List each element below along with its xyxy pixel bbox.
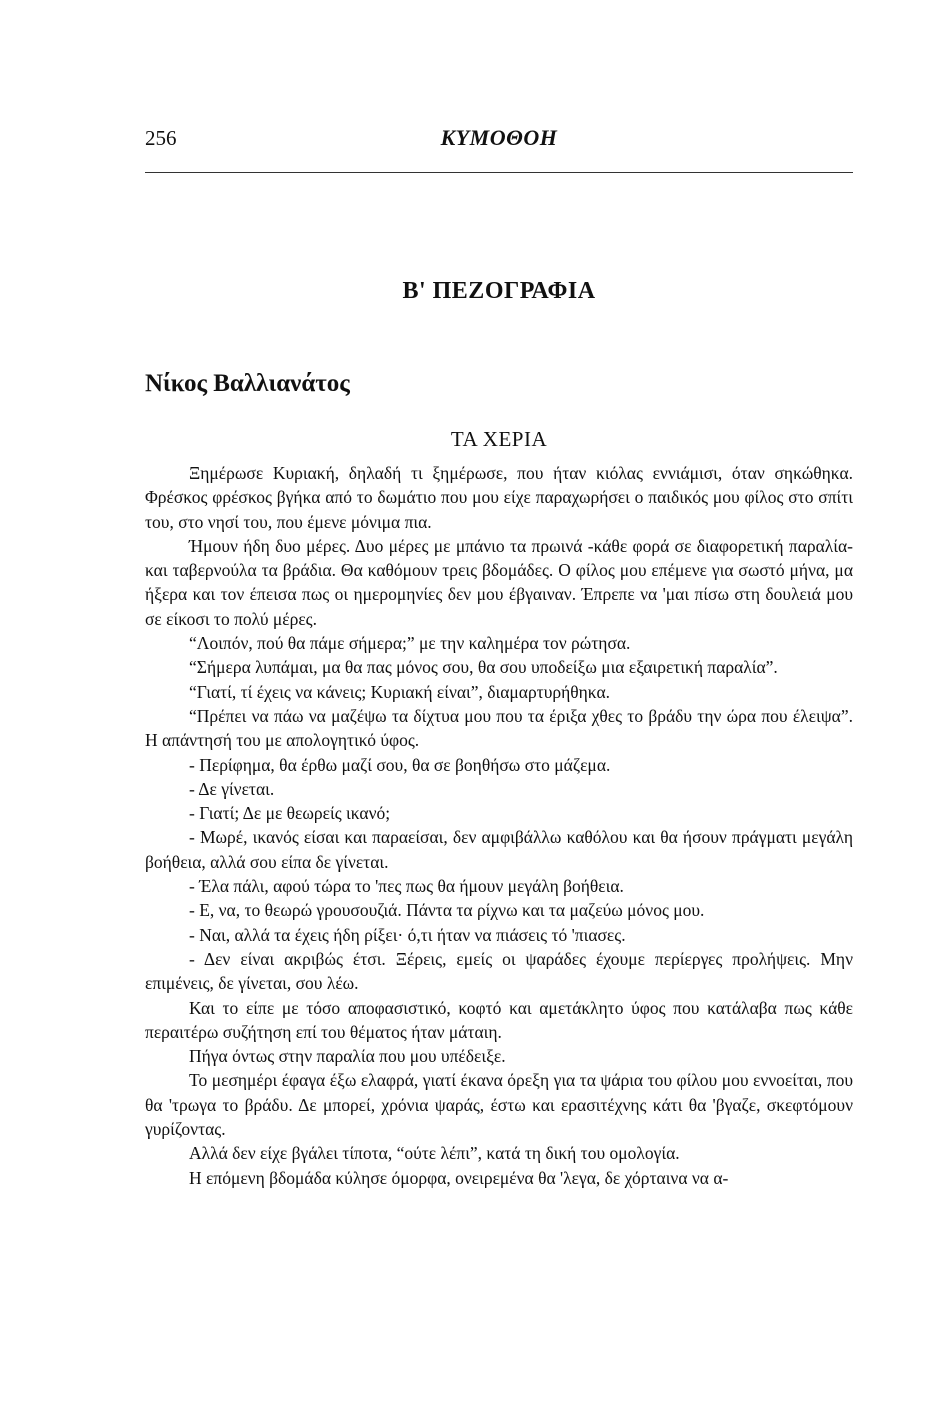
page-number: 256 [145,126,177,150]
paragraph: “Λοιπόν, πού θα πάμε σήμερα;” με την καλημέρα τον ρώτησα. [189,633,631,654]
story-title: ΤΑ ΧΕΡΙΑ [450,427,548,451]
paragraph: “Σήμερα λυπάμαι, μα θα πας μόνος σου, θα σου υποδείξω μια εξαιρετική παραλία”. [189,657,778,678]
paragraph: “Πρέπει να πάω να μαζέψω τα δίχτυα μου που τα έριξα χθες το βράδυ την ώρα που έλειψα”. Η απάντησή του με απολογητικό ύφος. [145,705,853,751]
paragraph: - Ε, να, το θεωρώ γρουσουζιά. Πάντα τα ρίχνω και τα μαζεύω μόνος μου. [189,900,705,921]
paragraph: - Μωρέ, ικανός είσαι και παραείσαι, δεν αμφιβάλλω καθόλου και θα ήσουν πράγματι μεγάλη βοήθεια, αλλά σου είπα δε γίνεται. [145,827,853,872]
paragraph: Ξημέρωσε Κυριακή, δηλαδή τι ξημέρωσε, που ήταν κιόλας εννιάμισι, όταν σηκώθηκα. Φρέσκος φρέσκος βγήκα από το δωμάτιο που μου είχε παραχωρήσει ο παιδικός μου φίλος στο σπίτι του, στο νησί του, που έμενε μόνιμα πια. [145,463,853,532]
paragraph: “Γιατί, τί έχεις να κάνεις; Κυριακή είναι”, διαμαρτυρήθηκα. [189,681,611,702]
paragraph: - Δεν είναι ακριβώς έτσι. Ξέρεις, εμείς οι ψαράδες έχουμε περίεργες προλήψεις. Μην επιμένεις, δε γίνεται, σου λέω. [145,948,853,994]
paragraph: Αλλά δεν είχε βγάλει τίποτα, “ούτε λέπι”, κατά τη δική του ομολογία. [189,1143,680,1164]
paragraph: - Γιατί; Δε με θεωρείς ικανό; [189,803,391,824]
paragraph: - Δε γίνεται. [189,778,275,799]
paragraph: Ήμουν ήδη δυο μέρες. Δυο μέρες με μπάνιο τα πρωινά -κάθε φορά σε διαφορετική παραλία- και ταβερνούλα τα βράδια. Θα καθόμουν τρεις βδομάδες. Ο φίλος μου επέμενε για σωστό μήνα, μα ήξερα και τον έπεισα πως οι ημερομηνίες δεν μου έβγαιναν. Έπρεπε να 'μαι πίσω στη δουλειά μου σε είκοσι το πολύ μέρες. [145,535,853,629]
author-name: Νίκος Βαλλιανάτος [145,370,350,397]
paragraph: Η επόμενη βδομάδα κύλησε όμορφα, ονειρεμένα θα 'λεγα, δε χόρταινα να α- [189,1167,729,1188]
journal-title: ΚΥΜΟΘΟΗ [440,125,558,150]
paragraph: Πήγα όντως στην παραλία που μου υπέδειξε. [189,1046,506,1067]
header-rule [145,172,853,173]
paragraph: Και το είπε με τόσο αποφασιστικό, κοφτό και αμετάκλητο ύφος που κατάλαβα πως κάθε περαιτέρω συζήτηση επί του θέματος ήταν μάταιη. [145,997,853,1042]
running-head [145,124,853,156]
paragraph: - Ναι, αλλά τα έχεις ήδη ρίξει· ό,τι ήταν να πιάσεις τό 'πιασες. [189,924,626,945]
paragraph: - Περίφημα, θα έρθω μαζί σου, θα σε βοηθήσω στο μάζεμα. [189,754,611,775]
section-title: Β' ΠΕΖΟΓΡΑΦΙΑ [402,278,596,304]
story-body [145,461,853,1190]
paragraph: - Έλα πάλι, αφού τώρα το 'πες πως θα ήμουν μεγάλη βοήθεια. [189,876,624,897]
paragraph: Το μεσημέρι έφαγα έξω ελαφρά, γιατί έκανα όρεξη για τα ψάρια του φίλου μου εννοείται, που θα 'τρωγα το βράδυ. Δε μπορεί, χρόνια ψαράς, έστω και ερασιτέχνης κάτι θα 'βγαζε, σκεφτόμουν γυρίζοντας. [145,1070,853,1140]
